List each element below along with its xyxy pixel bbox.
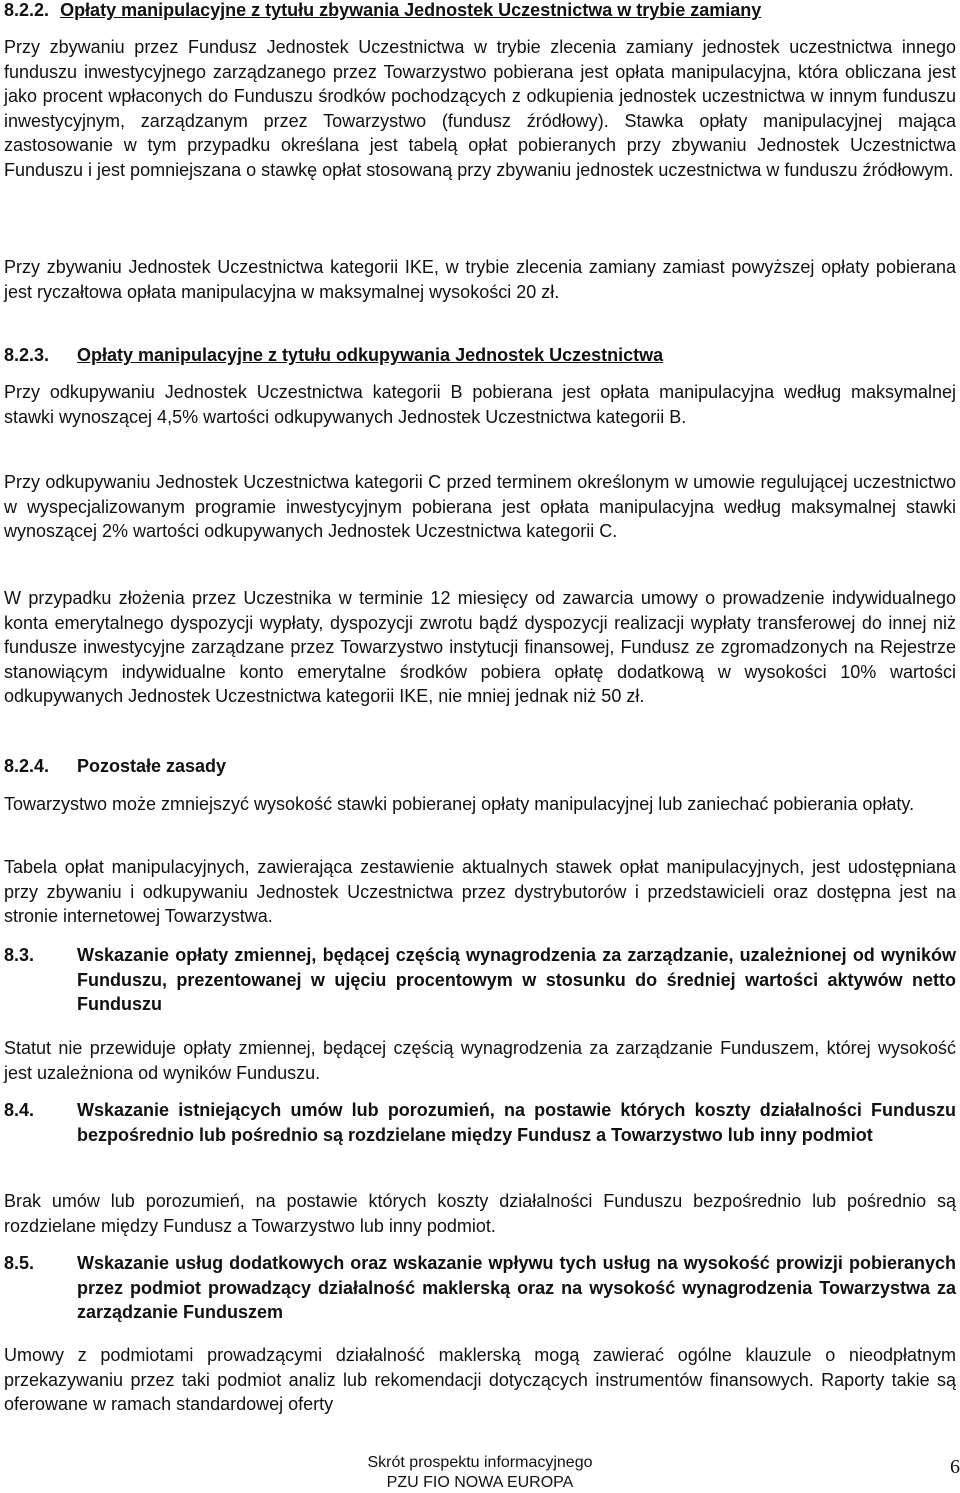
section-title: Opłaty manipulacyjne z tytułu odkupywania Jednostek Uczestnictwa <box>77 345 664 365</box>
section-title: Wskazanie opłaty zmiennej, będącej częścią wynagrodzenia za zarządzanie, uzależnionej od wyników Funduszu, prezentowanej w ujęciu procentowym w stosunku do średniej wartości aktywów netto Funduszu <box>77 945 956 1015</box>
section-number: 8.2.3. <box>4 345 50 365</box>
section-85-heading <box>4 1251 956 1325</box>
paragraph: Przy zbywaniu przez Fundusz Jednostek Uczestnictwa w trybie zlecenia zamiany jednostek uczestnictwa innego funduszu inwestycyjnego zarządzanego przez Towarzystwo pobierana jest opłata manipulacyjna, która obliczana jest jako procent wpłaconych do Funduszu środków pochodzących z odkupienia jednostek uczestnictwa w innym funduszu inwestycyjnym, zarządzanym przez Towarzystwo (fundusz źródłowy). Stawka opłaty manipulacyjnej mająca zastosowanie w tym przypadku określana jest tabelą opłat pobieranych przy zbywaniu Jednostek Uczestnictwa Funduszu i jest pomniejszana o stawkę opłat stosowaną przy zbywaniu jednostek uczestnictwa w funduszu źródłowym. <box>4 37 956 180</box>
section-title: Wskazanie istniejących umów lub porozumień, na postawie których koszty działalności Funduszu bezpośrednio lub pośrednio są rozdzielane między Fundusz a Towarzystwo lub inny podmiot <box>77 1100 956 1145</box>
footer-line-2: PZU FIO NOWA EUROPA <box>386 1474 574 1491</box>
section-824-heading <box>4 754 226 779</box>
section-number: 8.2.2. <box>4 0 50 20</box>
section-84-heading <box>4 1098 956 1147</box>
section-822-heading <box>4 0 761 23</box>
section-title: Opłaty manipulacyjne z tytułu zbywania Jednostek Uczestnictwa w trybie zamiany <box>60 0 762 20</box>
paragraph: Przy odkupywaniu Jednostek Uczestnictwa kategorii C przed terminem określonym w umowie regulującej uczestnictwo w wyspecjalizowanym programie inwestycyjnym pobierana jest opłata manipulacyjna według maksymalnej stawki wynoszącej 2% wartości odkupywanych Jednostek Uczestnictwa kategorii C. <box>4 472 956 542</box>
paragraph: Towarzystwo może zmniejszyć wysokość stawki pobieranej opłaty manipulacyjnej lub zaniechać pobierania opłaty. <box>4 794 915 814</box>
paragraph: Przy odkupywaniu Jednostek Uczestnictwa kategorii B pobierana jest opłata manipulacyjna według maksymalnej stawki wynoszącej 4,5% wartości odkupywanych Jednostek Uczestnictwa kategorii B. <box>4 382 956 427</box>
section-83-heading <box>4 943 956 1017</box>
section-number: 8.2.4. <box>4 756 50 776</box>
paragraph: Przy zbywaniu Jednostek Uczestnictwa kategorii IKE, w trybie zlecenia zamiany zamiast powyższej opłaty pobierana jest ryczałtowa opłata manipulacyjna w maksymalnej wysokości 20 zł. <box>4 257 956 302</box>
section-title: Pozostałe zasady <box>77 756 227 776</box>
paragraph: Brak umów lub porozumień, na postawie których koszty działalności Funduszu bezpośrednio lub pośrednio są rozdzielane między Fundusz a Towarzystwo lub inny podmiot. <box>4 1191 956 1236</box>
paragraph: W przypadku złożenia przez Uczestnika w terminie 12 miesięcy od zawarcia umowy o prowadzenie indywidualnego konta emerytalnego dyspozycji wypłaty, dyspozycji zwrotu bądź dyspozycji realizacji wypłaty transferowej do innej niż fundusze inwestycyjne zarządzane przez Towarzystwo instytucji finansowej, Fundusz ze zgromadzonych na Rejestrze stanowiącym indywidualne konto emerytalne środków pobiera opłatę dodatkową w wysokości 10% wartości odkupywanych Jednostek Uczestnictwa kategorii IKE, nie mniej jednak niż 50 zł. <box>4 588 956 707</box>
section-number: 8.5. <box>4 1253 35 1273</box>
section-823-heading <box>4 343 663 368</box>
section-number: 8.4. <box>4 1100 35 1120</box>
paragraph: Statut nie przewiduje opłaty zmiennej, będącej częścią wynagrodzenia za zarządzanie Funduszem, której wysokość jest uzależniona od wyników Funduszu. <box>4 1038 956 1083</box>
footer-line-1: Skrót prospektu informacyjnego <box>367 1454 593 1471</box>
section-title: Wskazanie usług dodatkowych oraz wskazanie wpływu tych usług na wysokość prowizji pobieranych przez podmiot prowadzący działalność maklerską oraz na wysokość wynagrodzenia Towarzystwa za zarządzanie Funduszem <box>77 1253 956 1323</box>
paragraph: Tabela opłat manipulacyjnych, zawierająca zestawienie aktualnych stawek opłat manipulacyjnych, jest udostępniana przy zbywaniu i odkupywaniu Jednostek Uczestnictwa przez dystrybutorów i przedstawicieli oraz dostępna jest na stronie internetowej Towarzystwa. <box>4 857 956 927</box>
section-number: 8.3. <box>4 945 35 965</box>
paragraph: Umowy z podmiotami prowadzącymi działalność maklerską mogą zawierać ogólne klauzule o nieodpłatnym przekazywaniu przez taki podmiot analiz lub rekomendacji dotyczących instrumentów finansowych. Raporty takie są oferowane w ramach standardowej oferty <box>4 1345 956 1415</box>
page-number: 6 <box>950 1456 960 1478</box>
